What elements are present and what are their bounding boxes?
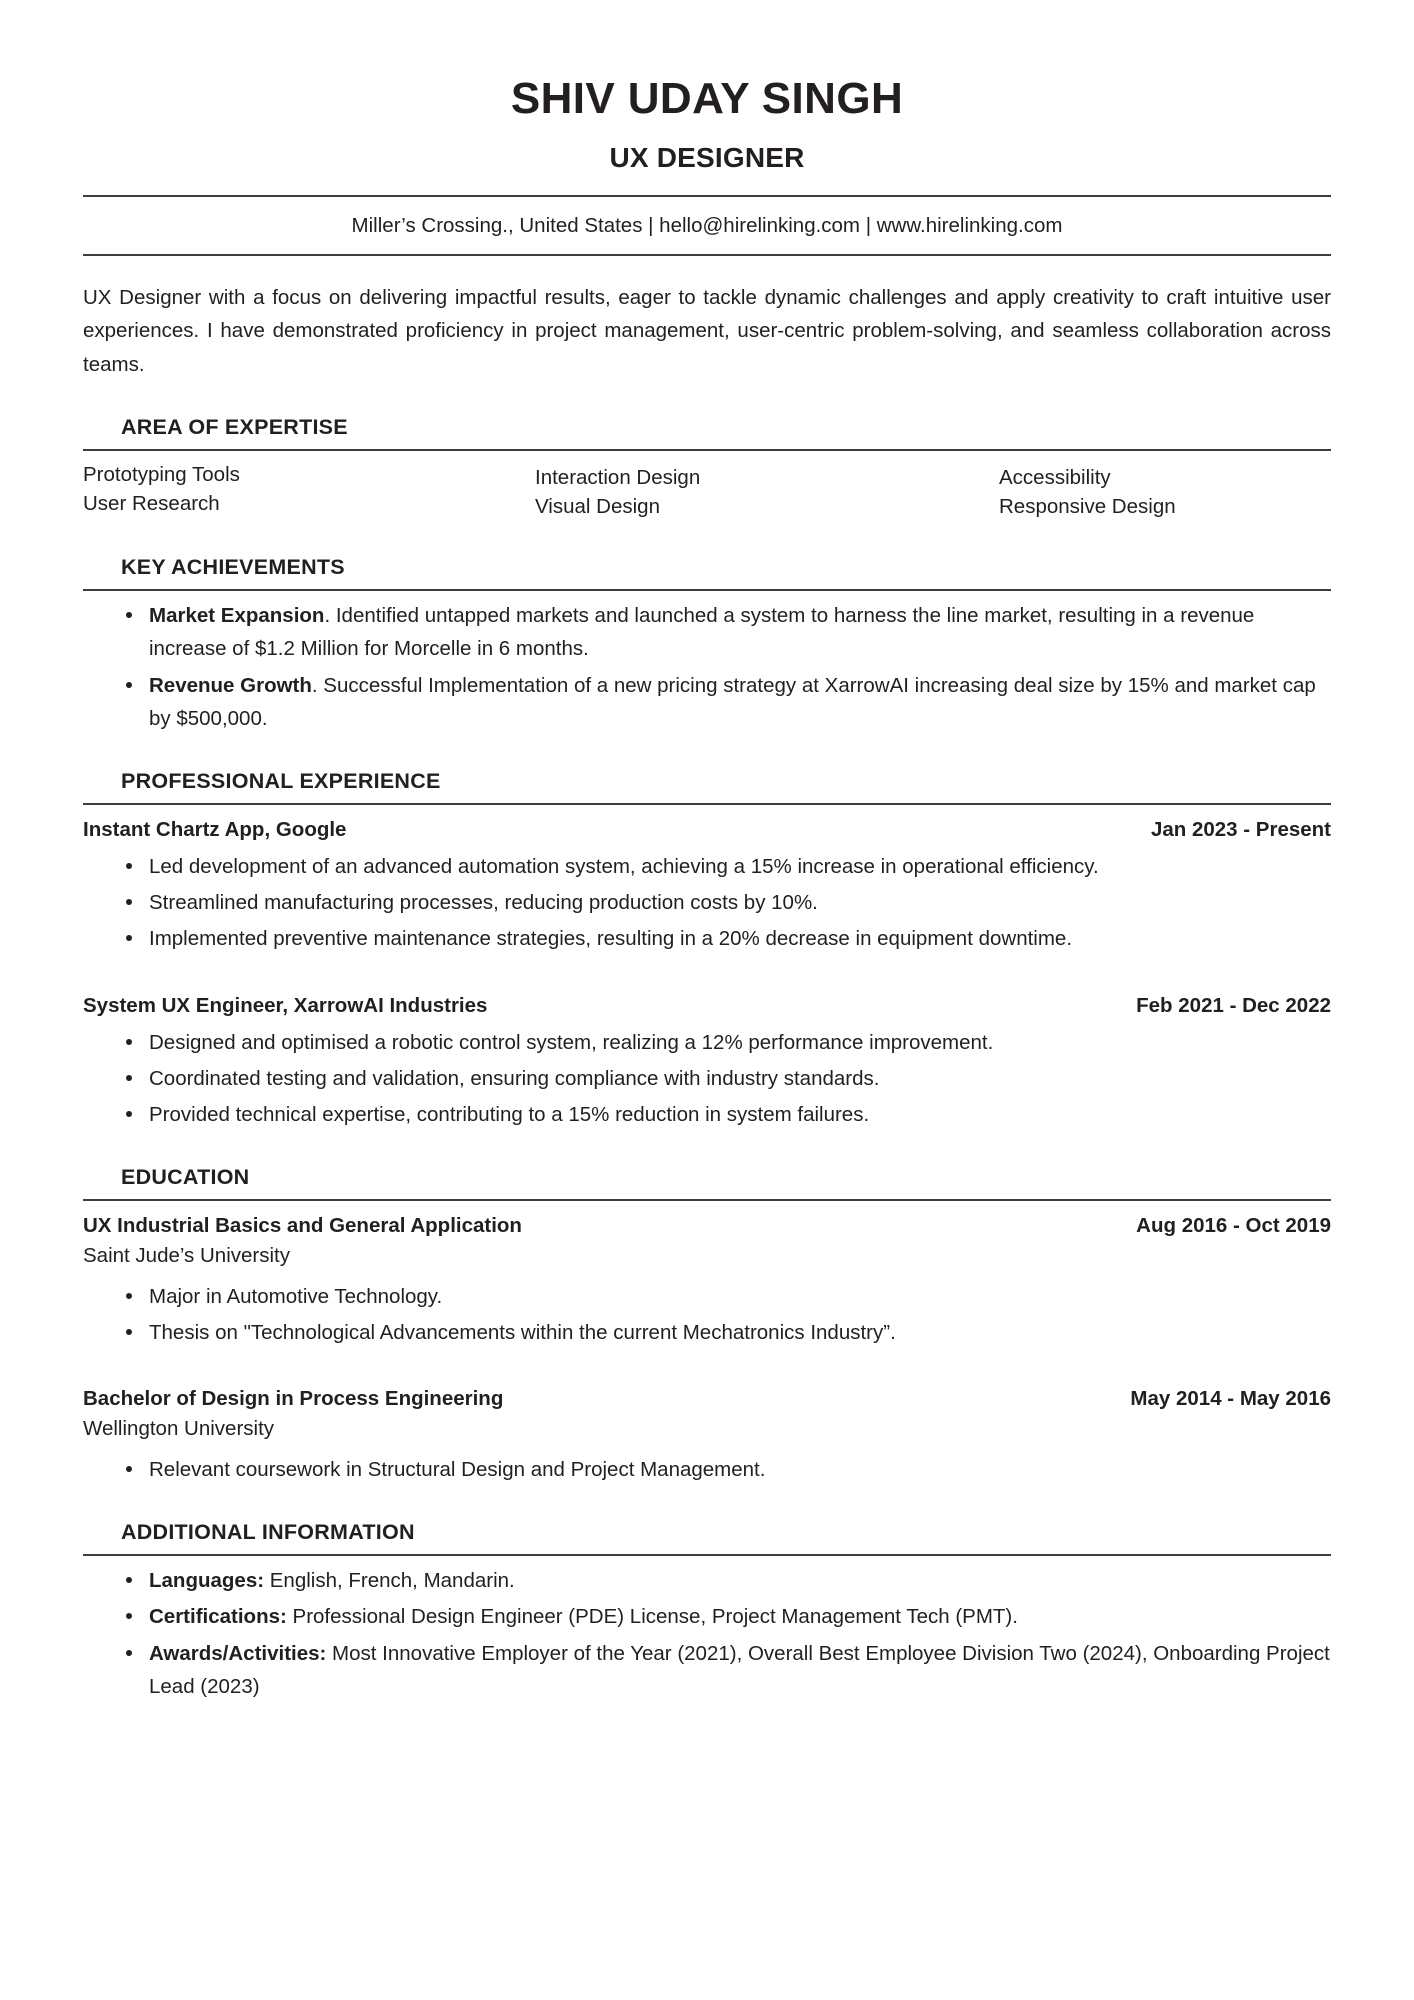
section-heading-experience: PROFESSIONAL EXPERIENCE	[121, 768, 441, 793]
section-heading-additional: ADDITIONAL INFORMATION	[121, 1520, 415, 1545]
expertise-column-3	[915, 460, 1331, 521]
education-bullets	[83, 1280, 1331, 1349]
education-entry	[83, 1214, 1331, 1349]
list-item: Provided technical expertise, contributing to a 15% reduction in system failures.	[123, 1098, 1331, 1131]
experience-title: System UX Engineer, XarrowAI Industries	[83, 993, 488, 1017]
section-rule-experience	[83, 803, 1331, 805]
experience-entry	[83, 994, 1331, 1132]
list-item: Implemented preventive maintenance strategies, resulting in a 20% decrease in equipment downtime.	[123, 922, 1331, 955]
list-item	[123, 1564, 1331, 1597]
list-item: Designed and optimised a robotic control system, realizing a 12% performance improvement.	[123, 1026, 1331, 1059]
additional-label: Certifications:	[149, 1605, 287, 1629]
list-item	[123, 1600, 1331, 1633]
expertise-item: Interaction Design	[535, 465, 701, 489]
contact-block	[83, 195, 1331, 257]
section-rule-education	[83, 1199, 1331, 1201]
resume-header	[83, 0, 1331, 256]
section-additional-information	[83, 1520, 1331, 1703]
achievement-text: . Identified untapped markets and launched a system to harness the line market, resulting in a revenue increase of $1.2 Million for Morcelle in 6 months.	[149, 604, 1255, 661]
achievement-label: Market Expansion	[149, 604, 325, 628]
education-title: Bachelor of Design in Process Engineering	[83, 1387, 504, 1411]
expertise-grid	[83, 460, 1331, 521]
experience-entry-header	[83, 818, 1331, 842]
education-entry	[83, 1387, 1331, 1486]
education-bullets	[83, 1453, 1331, 1486]
list-item: Streamlined manufacturing processes, reducing production costs by 10%.	[123, 886, 1331, 919]
experience-dates: Feb 2021 - Dec 2022	[1136, 993, 1331, 1017]
experience-dates: Jan 2023 - Present	[1150, 817, 1331, 841]
experience-entry-header	[83, 994, 1331, 1018]
experience-entry	[83, 818, 1331, 956]
section-professional-experience	[83, 769, 1331, 1131]
list-item: Coordinated testing and validation, ensuring compliance with industry standards.	[123, 1062, 1331, 1095]
education-title: UX Industrial Basics and General Application	[83, 1214, 522, 1238]
list-item: Led development of an advanced automation system, achieving a 15% increase in operational efficiency.	[123, 850, 1331, 883]
achievements-list	[83, 599, 1331, 735]
section-heading-education: EDUCATION	[121, 1165, 250, 1190]
achievement-label: Revenue Growth	[149, 673, 312, 697]
section-rule-achievements	[83, 589, 1331, 591]
education-entry-header	[83, 1214, 1331, 1238]
candidate-name: SHIV UDAY SINGH	[510, 74, 904, 123]
section-key-achievements	[83, 555, 1331, 735]
contact-rule-bottom	[83, 254, 1331, 256]
section-heading-achievements: KEY ACHIEVEMENTS	[121, 555, 345, 580]
expertise-item: Prototyping Tools	[83, 462, 240, 486]
section-area-of-expertise	[83, 415, 1331, 521]
expertise-column-2	[499, 460, 915, 521]
professional-summary: UX Designer with a focus on delivering impactful results, eager to tackle dynamic challenges and apply creativity to craft intuitive user experiences. I have demonstrated proficiency in project management, user-centric problem-solving, and seamless collaboration across teams.	[83, 286, 1331, 376]
achievement-text: . Successful Implementation of a new pricing strategy at XarrowAI increasing deal size by 15% and market cap by $500,000.	[149, 673, 1316, 730]
candidate-job-title: UX DESIGNER	[609, 141, 805, 173]
additional-text: English, French, Mandarin.	[264, 1569, 515, 1593]
education-school: Wellington University	[83, 1417, 275, 1441]
education-school: Saint Jude’s University	[83, 1244, 290, 1268]
expertise-column-1	[83, 460, 499, 521]
additional-label: Languages:	[149, 1569, 265, 1593]
list-item	[123, 669, 1331, 735]
experience-bullets	[83, 1026, 1331, 1132]
contact-line: Miller’s Crossing., United States | hello@hirelinking.com | www.hirelinking.com	[351, 213, 1063, 237]
expertise-item: User Research	[83, 492, 220, 515]
additional-text: Most Innovative Employer of the Year (2021), Overall Best Employee Division Two (2024), Onboarding Project Lead (2023)	[149, 1641, 1330, 1698]
list-item: Major in Automotive Technology.	[123, 1280, 1331, 1313]
additional-label: Awards/Activities:	[149, 1641, 327, 1665]
list-item: Relevant coursework in Structural Design and Project Management.	[123, 1453, 1331, 1486]
section-heading-expertise: AREA OF EXPERTISE	[121, 414, 348, 439]
list-item: Thesis on "Technological Advancements within the current Mechatronics Industry”.	[123, 1316, 1331, 1349]
expertise-item: Visual Design	[535, 495, 660, 518]
section-rule-additional	[83, 1554, 1331, 1556]
expertise-item: Accessibility	[999, 465, 1111, 489]
education-dates: Aug 2016 - Oct 2019	[1136, 1214, 1331, 1238]
list-item	[123, 599, 1331, 665]
section-rule-expertise	[83, 449, 1331, 451]
experience-bullets	[83, 850, 1331, 956]
education-entry-header	[83, 1387, 1331, 1411]
section-education	[83, 1165, 1331, 1486]
additional-text: Professional Design Engineer (PDE) License, Project Management Tech (PMT).	[286, 1605, 1018, 1629]
list-item	[123, 1637, 1331, 1703]
expertise-item: Responsive Design	[999, 495, 1176, 518]
experience-title: Instant Chartz App, Google	[83, 817, 347, 841]
education-dates: May 2014 - May 2016	[1130, 1387, 1331, 1411]
additional-list	[83, 1564, 1331, 1703]
